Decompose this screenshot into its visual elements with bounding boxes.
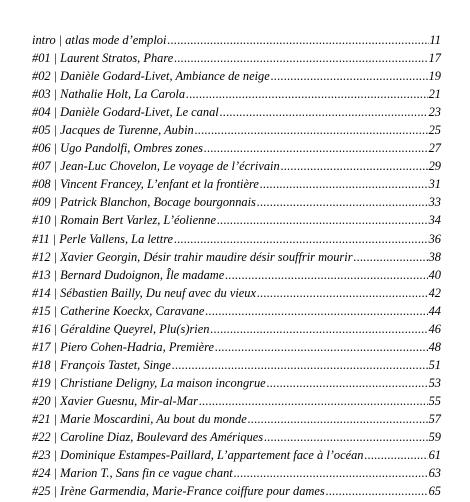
toc-page-number: 55 <box>428 393 441 408</box>
toc-entry-07[interactable] <box>32 159 441 177</box>
toc-entry-intro[interactable] <box>32 33 441 51</box>
dot-leader <box>271 69 428 84</box>
toc-entry-title: #20 | Xavier Guesnu, Mir-al-Mar <box>32 393 198 408</box>
toc-entry-title: #21 | Marie Moscardini, Au bout du monde <box>32 411 247 426</box>
toc-page-number: 42 <box>428 285 441 300</box>
toc-page-number: 48 <box>428 339 441 354</box>
toc-entry-title: #19 | Christiane Deligny, La maison incongrue <box>32 375 266 390</box>
toc-entry-25[interactable] <box>32 484 441 502</box>
toc-entry-title: #25 | Irène Garmendia, Marie-France coiffure pour dames <box>32 484 325 499</box>
toc-entry-09[interactable] <box>32 195 441 213</box>
toc-entry-18[interactable] <box>32 358 441 376</box>
dot-leader <box>264 430 427 445</box>
toc-page-number: 34 <box>428 213 441 228</box>
toc-page-number: 63 <box>428 466 441 481</box>
toc-entry-14[interactable] <box>32 286 441 304</box>
dot-leader <box>257 286 428 301</box>
toc-page-number: 21 <box>428 87 441 102</box>
toc-entry-title: intro | atlas mode d’emploi <box>32 33 167 47</box>
toc-entry-05[interactable] <box>32 123 441 141</box>
toc-page-number: 38 <box>428 249 441 264</box>
toc-entry-title: #16 | Géraldine Queyrel, Plu(s)rien <box>32 321 210 336</box>
toc-entry-title: #01 | Laurent Stratos, Phare <box>32 51 174 66</box>
toc-entry-24[interactable] <box>32 466 441 484</box>
toc-page-number: 11 <box>429 33 441 47</box>
toc-entry-title: #09 | Patrick Blanchon, Bocage bourgonnais <box>32 195 256 210</box>
toc-entry-10[interactable] <box>32 213 441 231</box>
toc-page-number: 17 <box>428 51 441 66</box>
dot-leader <box>210 322 427 337</box>
toc-entry-title: #24 | Marion T., Sans fin ce vague chant <box>32 466 233 481</box>
toc-entry-11[interactable] <box>32 232 441 250</box>
toc-page-number: 46 <box>428 321 441 336</box>
toc-page-number: 19 <box>428 69 441 84</box>
dot-leader <box>205 304 427 319</box>
toc-entry-13[interactable] <box>32 268 441 286</box>
toc-page-number: 40 <box>428 267 441 282</box>
toc-entry-17[interactable] <box>32 340 441 358</box>
toc-entry-title: #17 | Piero Cohen-Hadria, Première <box>32 339 215 354</box>
toc-entry-title: #22 | Caroline Diaz, Boulevard des Amériques <box>32 430 264 445</box>
toc-entry-title: #02 | Danièle Godard-Livet, Ambiance de neige <box>32 69 270 84</box>
dot-leader <box>234 466 428 481</box>
dot-leader <box>204 141 428 156</box>
toc-entry-23[interactable] <box>32 448 441 466</box>
toc-entry-08[interactable] <box>32 177 441 195</box>
dot-leader <box>199 394 428 409</box>
toc-entry-title: #15 | Catherine Koeckx, Caravane <box>32 303 205 318</box>
toc-entry-12[interactable] <box>32 250 441 268</box>
toc-page-number: 31 <box>428 177 441 192</box>
toc-page-number: 36 <box>428 231 441 246</box>
toc-entry-title: #03 | Nathalie Holt, La Carola <box>32 87 186 102</box>
dot-leader <box>174 51 427 66</box>
dot-leader <box>220 105 428 120</box>
toc-entry-title: #04 | Danièle Godard-Livet, Le canal <box>32 105 219 120</box>
toc-entry-title: #05 | Jacques de Turenne, Aubin <box>32 123 194 138</box>
toc-page-number: 57 <box>428 411 441 426</box>
toc-page-number: 27 <box>428 141 441 156</box>
dot-leader <box>225 268 427 283</box>
toc-entry-title: #08 | Vincent Francey, L’enfant et la frontière <box>32 177 259 192</box>
dot-leader <box>217 213 428 228</box>
toc-page-number: 29 <box>428 159 441 174</box>
toc-entry-20[interactable] <box>32 394 441 412</box>
dot-leader <box>326 484 428 499</box>
toc-entry-title: #14 | Sébastien Bailly, Du neuf avec du vieux <box>32 285 256 300</box>
dot-leader <box>260 177 428 192</box>
toc-entry-16[interactable] <box>32 322 441 340</box>
toc-entry-title: #13 | Bernard Dudoignon, Île madame <box>32 267 225 282</box>
dot-leader <box>215 340 428 355</box>
toc-entry-title: #23 | Dominique Estampes-Paillard, L’appartement face à l’océan <box>32 448 364 463</box>
toc-page-number: 44 <box>428 303 441 318</box>
dot-leader <box>195 123 428 138</box>
table-of-contents <box>32 33 441 502</box>
toc-page-number: 61 <box>428 448 441 463</box>
dot-leader <box>167 33 428 48</box>
dot-leader <box>257 195 428 210</box>
dot-leader <box>186 87 428 102</box>
toc-entry-21[interactable] <box>32 412 441 430</box>
toc-entry-02[interactable] <box>32 69 441 87</box>
toc-entry-title: #12 | Xavier Georgin, Désir trahir maudire désir souffrir mourir <box>32 249 353 264</box>
dot-leader <box>281 159 428 174</box>
toc-page-number: 23 <box>428 105 441 120</box>
toc-page-number: 53 <box>428 375 441 390</box>
dot-leader <box>267 376 428 391</box>
toc-entry-15[interactable] <box>32 304 441 322</box>
toc-entry-01[interactable] <box>32 51 441 69</box>
toc-page-number: 51 <box>428 357 441 372</box>
toc-entry-04[interactable] <box>32 105 441 123</box>
toc-entry-22[interactable] <box>32 430 441 448</box>
dot-leader <box>172 358 428 373</box>
toc-entry-03[interactable] <box>32 87 441 105</box>
toc-entry-title: #07 | Jean-Luc Chovelon, Le voyage de l’écrivain <box>32 159 280 174</box>
dot-leader <box>248 412 428 427</box>
dot-leader <box>354 250 428 265</box>
toc-entry-title: #18 | François Tastet, Singe <box>32 357 171 372</box>
toc-page-number: 65 <box>428 484 441 499</box>
toc-entry-19[interactable] <box>32 376 441 394</box>
toc-entry-06[interactable] <box>32 141 441 159</box>
toc-page-number: 59 <box>428 430 441 445</box>
dot-leader <box>364 448 427 463</box>
dot-leader <box>174 232 428 247</box>
toc-page-number: 33 <box>428 195 441 210</box>
toc-entry-title: #10 | Romain Bert Varlez, L’éolienne <box>32 213 216 228</box>
toc-page-number: 25 <box>428 123 441 138</box>
toc-entry-title: #11 | Perle Vallens, La lettre <box>32 231 174 246</box>
toc-entry-title: #06 | Ugo Pandolfi, Ombres zones <box>32 141 203 156</box>
